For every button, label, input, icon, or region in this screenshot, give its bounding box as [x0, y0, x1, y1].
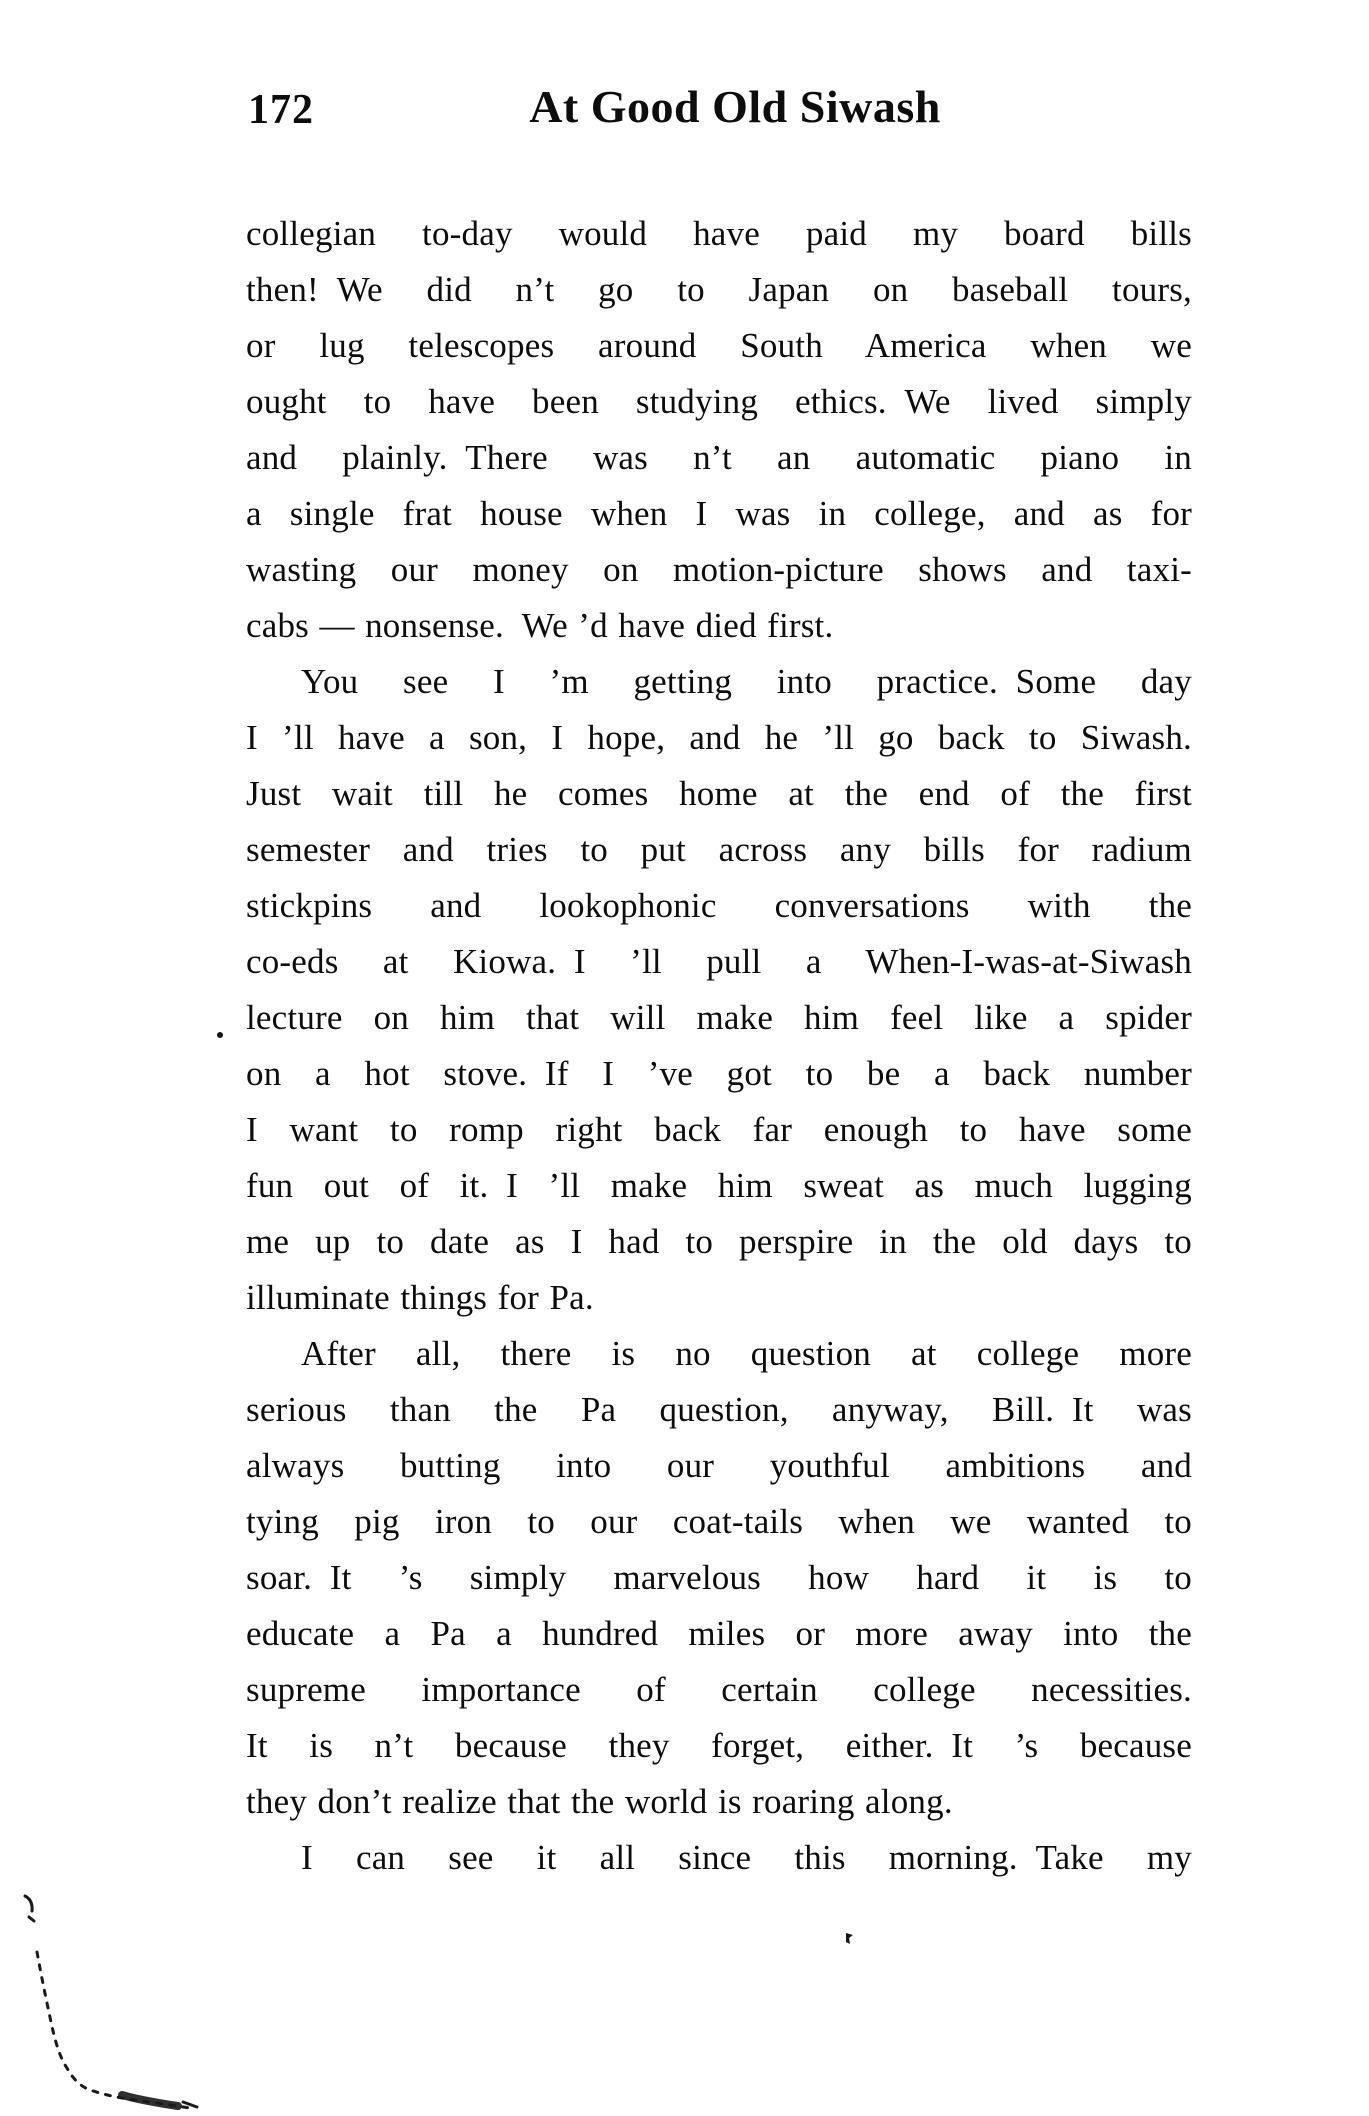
text-line: Just wait till he comes home at the end of the first — [246, 774, 1192, 813]
text-line: on a hot stove. If I ’ve got to be a back number — [246, 1054, 1192, 1093]
text-line: tying pig iron to our coat-tails when we wanted to — [246, 1502, 1192, 1541]
text-line: a single frat house when I was in college, and as for — [246, 494, 1192, 533]
text-line: ought to have been studying ethics. We lived simply — [246, 382, 1192, 421]
text-line: or lug telescopes around South America when we — [246, 326, 1192, 365]
text-line: always butting into our youthful ambitions and — [246, 1446, 1192, 1485]
text-line: collegian to-day would have paid my board bills — [246, 214, 1192, 253]
text-line: supreme importance of certain college necessities. — [246, 1670, 1192, 1709]
text-line: lecture on him that will make him feel like a spider — [246, 998, 1192, 1037]
text-line: soar. It ’s simply marvelous how hard it is to — [246, 1558, 1192, 1597]
text-line: me up to date as I had to perspire in the old days to — [246, 1222, 1192, 1261]
text-line: and plainly. There was n’t an automatic piano in — [246, 438, 1192, 477]
ink-speck-artifact — [846, 1933, 853, 1944]
text-line: I want to romp right back far enough to have some — [246, 1110, 1192, 1149]
page-text — [246, 206, 1192, 1886]
text-line: cabs — nonsense. We ’d have died first. — [246, 606, 834, 645]
text-line: serious than the Pa question, anyway, Bill. It was — [246, 1390, 1192, 1429]
text-line: co-eds at Kiowa. I ’ll pull a When-I-was-at-Siwash — [246, 942, 1192, 981]
text-line: then! We did n’t go to Japan on baseball tours, — [246, 270, 1192, 309]
text-line: After all, there is no question at college more — [301, 1334, 1192, 1373]
text-line: they don’t realize that the world is roaring along. — [246, 1782, 953, 1821]
text-line: semester and tries to put across any bills for radium — [246, 830, 1192, 869]
ink-dot-artifact — [217, 1032, 223, 1038]
text-line: stickpins and lookophonic conversations with the — [246, 886, 1192, 925]
text-line: It is n’t because they forget, either. It ’s because — [246, 1726, 1192, 1765]
text-line: You see I ’m getting into practice. Some day — [301, 662, 1192, 701]
text-line: I ’ll have a son, I hope, and he ’ll go back to Siwash. — [246, 718, 1192, 757]
text-line: illuminate things for Pa. — [246, 1278, 594, 1317]
pen-scribble-artifact — [25, 1896, 197, 2108]
page-number: 172 — [248, 87, 314, 133]
text-line: wasting our money on motion-picture shows and taxi- — [246, 550, 1192, 589]
text-line: fun out of it. I ’ll make him sweat as much lugging — [246, 1166, 1192, 1205]
text-line: I can see it all since this morning. Take my — [301, 1838, 1192, 1877]
running-title: At Good Old Siwash — [529, 81, 941, 132]
text-line: educate a Pa a hundred miles or more away into the — [246, 1614, 1192, 1653]
